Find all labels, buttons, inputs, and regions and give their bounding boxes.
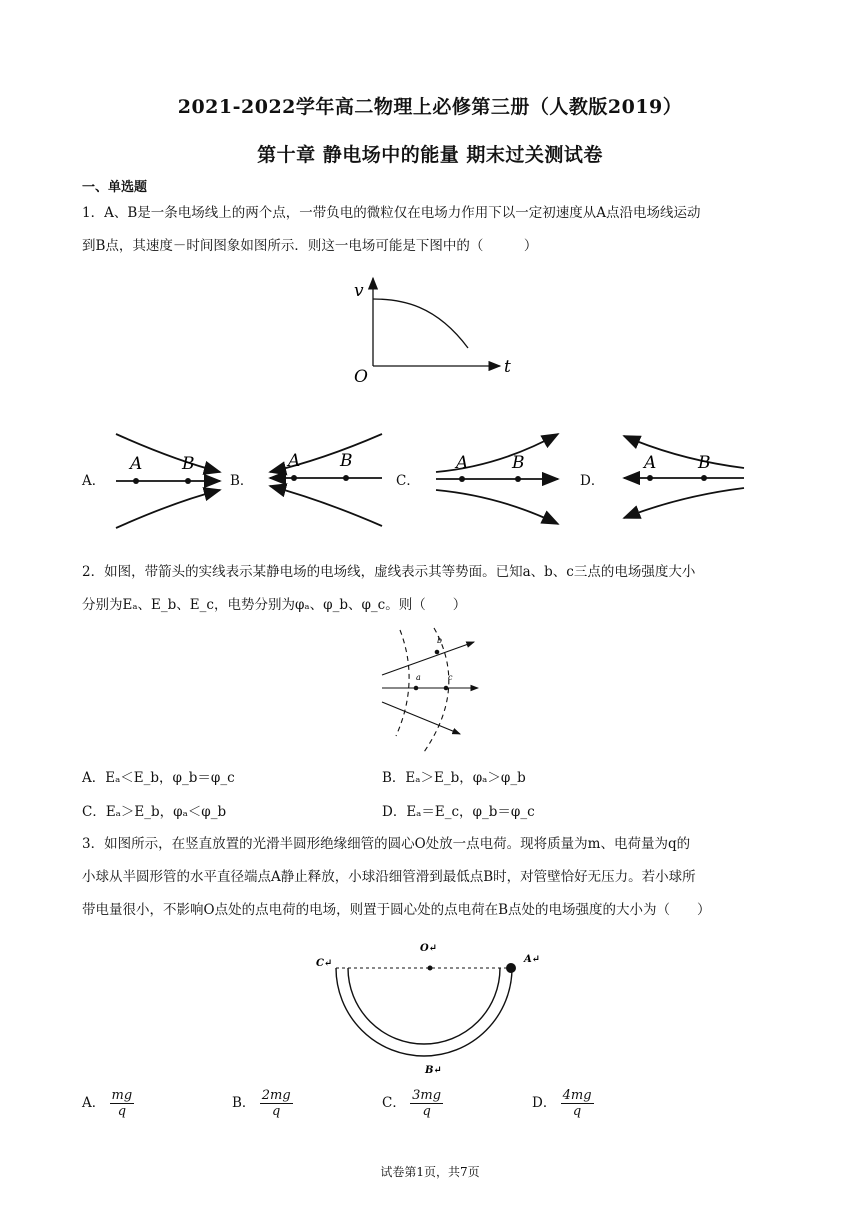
- q3-option-a: A． $\frac{mg}{q}$: [82, 1088, 133, 1119]
- point-a-label: A: [288, 451, 301, 471]
- question-3-line-2: 小球从半圆形管的水平直径端点A静止释放，小球沿细管滑到最低点B时，对管壁恰好无压力。若小球所: [82, 869, 696, 885]
- point-b-label: B: [512, 453, 525, 473]
- point-b-label: B: [340, 451, 353, 471]
- page-footer: 试卷第1页，共7页: [380, 1165, 480, 1179]
- q1-option-d-label: D．: [580, 473, 605, 489]
- q1-option-b-field: [262, 426, 392, 536]
- point-a-label: A: [644, 453, 657, 473]
- question-2-line-2: 分别为Eₐ、E_b、E_c，电势分别为φₐ、φ_b、φ_c。则（ ）: [82, 597, 467, 613]
- fraction: $\frac{2mg}{q}$: [261, 1088, 291, 1119]
- point-b-label: b: [437, 636, 443, 645]
- question-3-line-1: 3．如图所示，在竖直放置的光滑半圆形绝缘细管的圆心O处放一点电荷。现将质量为m、电荷量为q的: [82, 836, 691, 852]
- q1-option-c-field: [430, 426, 570, 536]
- point-b-label: B: [182, 454, 195, 474]
- t-axis-label: t: [504, 357, 511, 377]
- point-a-label: A: [130, 454, 143, 474]
- section-heading: 一、单选题: [82, 180, 148, 195]
- point-b-label: B: [698, 453, 711, 473]
- question-2-line-1: 2．如图，带箭头的实线表示某静电场的电场线，虚线表示其等势面。已知a、b、c三点的电场强度大小: [82, 564, 696, 580]
- question-2-text: [82, 556, 782, 622]
- velocity-curve: [373, 299, 468, 348]
- q3-option-b: B． $\frac{2mg}{q}$: [232, 1088, 291, 1119]
- question-1-line-2: 到B点，其速度－时间图象如图所示．则这一电场可能是下图中的（ ）: [82, 238, 538, 254]
- point-a-label: A: [456, 453, 469, 473]
- q2-option-a: A．Eₐ＜E_b，φ_b＝φ_c: [82, 770, 235, 786]
- question-1-text: [82, 197, 782, 263]
- q1-option-a-label: A．: [82, 473, 106, 489]
- fraction: $\frac{3mg}{q}$: [412, 1088, 442, 1119]
- paper-title: 2021-2022学年高二物理上必修第三册（人教版2019）: [177, 96, 683, 118]
- question-3-text: [82, 828, 782, 927]
- fraction: $\frac{mg}{q}$: [111, 1088, 133, 1119]
- point-a-label: a: [416, 673, 421, 682]
- v-axis-label: v: [354, 281, 364, 301]
- point-a-label: A↵: [524, 954, 541, 965]
- fraction: $\frac{4mg}{q}$: [562, 1088, 592, 1119]
- q2-option-d: D．Eₐ＝E_c，φ_b＝φ_c: [382, 804, 535, 820]
- q1-option-c-label: C．: [396, 473, 420, 489]
- q3-semicircle-tube-diagram: [312, 936, 552, 1076]
- velocity-time-graph: [340, 272, 520, 384]
- q2-field-diagram: [376, 624, 486, 754]
- point-b-label: B↵: [425, 1065, 442, 1076]
- point-c-label: C↵: [316, 958, 333, 969]
- q1-option-b-label: B．: [230, 473, 254, 489]
- q1-option-a-field: [110, 426, 230, 536]
- question-1-line-1: 1．A、B是一条电场线上的两个点，一带负电的微粒仅在电场力作用下以一定初速度从A点沿电场线运动: [82, 205, 701, 221]
- paper-subtitle: 第十章 静电场中的能量 期末过关测试卷: [257, 144, 603, 166]
- q3-option-c: C． $\frac{3mg}{q}$: [382, 1088, 442, 1119]
- q1-option-d-field: [616, 426, 752, 536]
- q3-option-d: D． $\frac{4mg}{q}$: [532, 1088, 592, 1119]
- q2-option-b: B．Eₐ＞E_b，φₐ＞φ_b: [382, 770, 526, 786]
- question-3-line-3: 带电量很小，不影响O点处的点电荷的电场，则置于圆心处的点电荷在B点处的电场强度的大小为（ ）: [82, 902, 711, 918]
- point-o-label: O↵: [420, 943, 438, 954]
- q2-option-c: C．Eₐ＞E_b，φₐ＜φ_b: [82, 804, 227, 820]
- point-c-label: c: [448, 673, 453, 682]
- origin-label: O: [354, 367, 368, 384]
